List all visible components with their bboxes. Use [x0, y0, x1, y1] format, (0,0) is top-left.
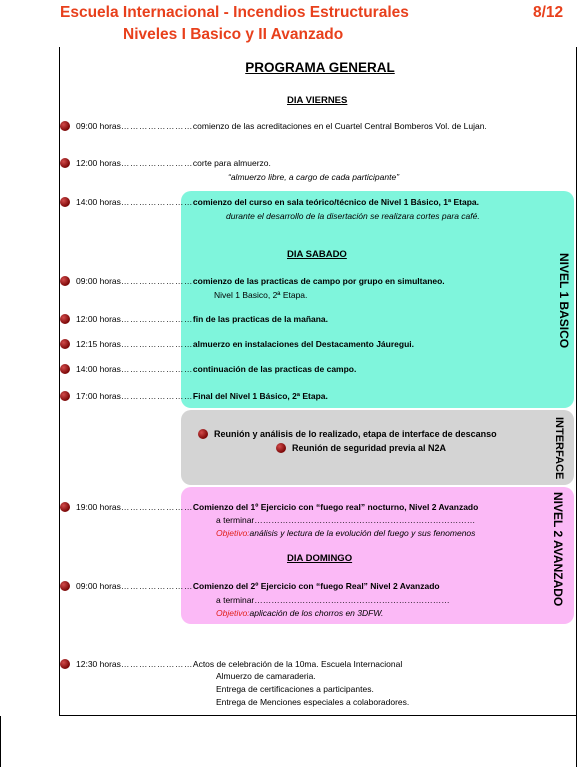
- bullet-icon: [276, 443, 286, 453]
- schedule-row: 12:15 horas …………………… almuerzo en instalaciones del Destacamento Jáuregui.: [60, 339, 414, 349]
- bullet-icon: [198, 429, 208, 439]
- day-sunday: DIA DOMINGO: [287, 553, 353, 564]
- row-time: 12:30 horas: [76, 659, 121, 669]
- row-text: corte para almuerzo.: [192, 158, 271, 168]
- schedule-row: 12:00 horas …………………… fin de las practicas de la mañana.: [60, 314, 328, 324]
- schedule-row: 09:00 horas …………………… comienzo de las practicas de campo por grupo en simultaneo.: [60, 276, 445, 286]
- row-time: 12:00 horas: [76, 158, 121, 168]
- closing-line: Entrega de Menciones especiales a colaboradores.: [216, 697, 410, 707]
- row-time: 19:00 horas: [76, 502, 121, 512]
- row-note: Nivel 1 Basico, 2ª Etapa.: [214, 290, 308, 300]
- row-text: comienzo de las practicas de campo por grupo en simultaneo.: [192, 276, 445, 286]
- objective-text: aplicación de los chorros en 3DFW.: [249, 608, 384, 618]
- bullet-icon: [60, 364, 70, 374]
- schedule-row: 12:30 horas …………………… Actos de celebración de la 10ma. Escuela Internacional: [60, 659, 402, 669]
- row-time: 14:00 horas: [76, 364, 121, 374]
- row-objective: [216, 608, 383, 618]
- page-title: PROGRAMA GENERAL: [245, 60, 395, 75]
- row-continuation: a terminar……………………………………………………………: [216, 595, 450, 605]
- schedule-row: 09:00 horas …………………… Comienzo del 2º Ejercicio con “fuego Real” Nivel 2 Avanzado: [60, 581, 440, 591]
- row-continuation: a terminar……………………………………………………………………: [216, 515, 476, 525]
- bullet-icon: [60, 158, 70, 168]
- row-text: Comienzo del 2º Ejercicio con “fuego Real” Nivel 2 Avanzado: [192, 581, 440, 591]
- interface-text: Reunión de seguridad previa al N2A: [292, 443, 447, 453]
- bullet-icon: [60, 197, 70, 207]
- row-note: durante el desarrollo de la disertación se realizara cortes para café.: [226, 211, 480, 221]
- header-subtitle: Niveles I Basico y II Avanzado: [123, 26, 344, 43]
- closing-line: Almuerzo de camaraderia.: [216, 671, 316, 681]
- bullet-icon: [60, 314, 70, 324]
- schedule-row: 17:00 horas …………………… Final del Nivel 1 Básico, 2ª Etapa.: [60, 391, 328, 401]
- row-time: 09:00 horas: [76, 121, 121, 131]
- bullet-icon: [60, 121, 70, 131]
- schedule-row: 12:00 horas …………………… corte para almuerzo.: [60, 158, 271, 168]
- schedule-row: 19:00 horas …………………… Comienzo del 1º Ejercicio con “fuego real” nocturno, Nivel 2 Avanzado: [60, 502, 478, 512]
- bullet-icon: [60, 339, 70, 349]
- interface-row: [276, 443, 446, 453]
- row-time: 14:00 horas: [76, 197, 121, 207]
- closing-line: Entrega de certificaciones a participantes.: [216, 684, 374, 694]
- schedule-row: 14:00 horas …………………… comienzo del curso en sala teórico/técnico de Nivel 1 Básico, 1ª Etapa.: [60, 197, 479, 207]
- interface-label: INTERFACE: [553, 417, 565, 480]
- bullet-icon: [60, 391, 70, 401]
- page-edge-right: [576, 716, 577, 767]
- schedule-row: 14:00 horas …………………… continuación de las practicas de campo.: [60, 364, 356, 374]
- bullet-icon: [60, 502, 70, 512]
- row-text: almuerzo en instalaciones del Destacamento Jáuregui.: [192, 339, 414, 349]
- day-saturday: DIA SABADO: [287, 249, 347, 260]
- header-title: Escuela Internacional - Incendios Estructurales: [60, 4, 409, 21]
- row-time: 17:00 horas: [76, 391, 121, 401]
- schedule-row: 09:00 horas …………………… comienzo de las acreditaciones en el Cuartel Central Bomberos Vol. de Lujan.: [60, 121, 487, 131]
- row-text: Actos de celebración de la 10ma. Escuela Internacional: [192, 659, 403, 669]
- bullet-icon: [60, 659, 70, 669]
- nivel1-label: NIVEL 1 BASICO: [557, 253, 571, 349]
- row-note: “almuerzo libre, a cargo de cada participante”: [228, 172, 400, 182]
- row-text: comienzo del curso en sala teórico/técnico de Nivel 1 Básico, 1ª Etapa.: [192, 197, 480, 207]
- row-time: 09:00 horas: [76, 276, 121, 286]
- day-friday: DIA VIERNES: [287, 95, 348, 106]
- row-objective: [216, 528, 475, 538]
- bullet-icon: [60, 581, 70, 591]
- page-edge-left: [0, 716, 1, 767]
- row-time: 12:00 horas: [76, 314, 121, 324]
- page-number: 8/12: [533, 4, 564, 21]
- interface-text: Reunión y análisis de lo realizado, etapa de interface de descanso: [214, 429, 497, 439]
- row-text: Comienzo del 1º Ejercicio con “fuego real” nocturno, Nivel 2 Avanzado: [192, 502, 479, 512]
- row-text: continuación de las practicas de campo.: [192, 364, 357, 374]
- row-time: 09:00 horas: [76, 581, 121, 591]
- row-text: fin de las practicas de la mañana.: [192, 314, 329, 324]
- row-text: Final del Nivel 1 Básico, 2ª Etapa.: [192, 391, 328, 401]
- row-text: comienzo de las acreditaciones en el Cuartel Central Bomberos Vol. de Lujan.: [192, 121, 487, 131]
- objective-label: Objetivo:: [216, 608, 250, 618]
- interface-row: [198, 429, 497, 439]
- objective-text: análisis y lectura de la evolución del fuego y sus fenomenos: [249, 528, 476, 538]
- objective-label: Objetivo:: [216, 528, 250, 538]
- row-time: 12:15 horas: [76, 339, 121, 349]
- bullet-icon: [60, 276, 70, 286]
- nivel2-label: NIVEL 2 AVANZADO: [551, 492, 565, 607]
